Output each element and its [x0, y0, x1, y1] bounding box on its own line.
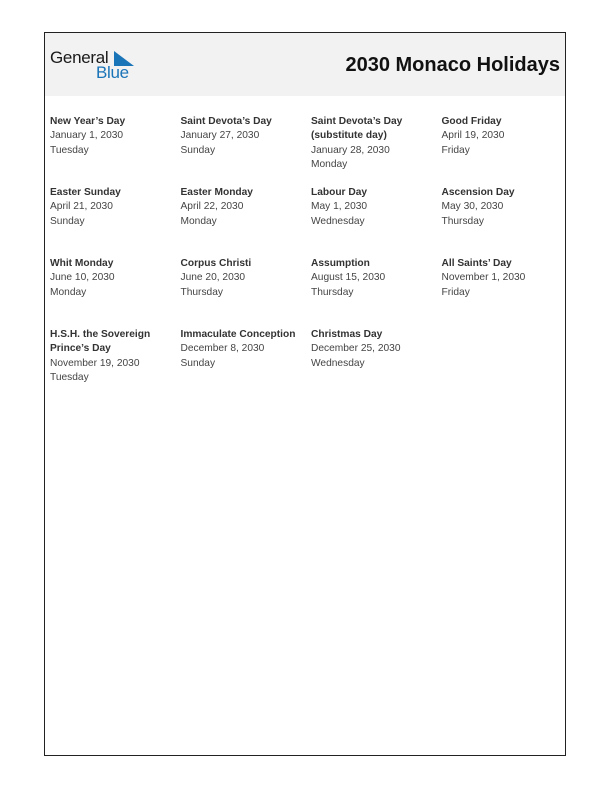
holiday-name: Good Friday — [441, 116, 502, 127]
holiday-grid — [50, 115, 570, 399]
holiday-date: June 20, 2030 — [180, 272, 246, 284]
holiday-entry — [311, 186, 442, 257]
holiday-name: Easter Monday — [180, 187, 253, 198]
holiday-day: Monday — [311, 158, 348, 170]
holiday-day: Sunday — [180, 144, 216, 156]
holiday-date: November 1, 2030 — [441, 272, 526, 284]
holiday-name: Whit Monday — [50, 258, 114, 269]
calendar-page — [44, 32, 566, 756]
holiday-date: January 1, 2030 — [50, 130, 124, 142]
holiday-date: December 25, 2030 — [311, 343, 401, 355]
holiday-day: Thursday — [180, 286, 223, 298]
holiday-name: H.S.H. the Sovereign Prince’s Day — [50, 329, 151, 355]
holiday-day: Tuesday — [50, 144, 89, 156]
holiday-name: Christmas Day — [311, 329, 383, 340]
logo-blue-text: Blue — [96, 63, 129, 82]
holiday-date: June 10, 2030 — [50, 272, 115, 284]
holiday-date: August 15, 2030 — [311, 272, 386, 284]
holiday-entry — [50, 115, 181, 186]
holiday-name: Ascension Day — [441, 187, 515, 198]
holiday-day: Thursday — [311, 286, 354, 298]
holiday-name: New Year’s Day — [50, 116, 126, 127]
holiday-entry — [311, 257, 442, 328]
holiday-entry — [50, 186, 181, 257]
holiday-date: January 27, 2030 — [180, 130, 260, 142]
holiday-day: Monday — [50, 286, 87, 298]
holiday-name: Saint Devota’s Day (substitute day) — [311, 116, 403, 142]
holiday-entry — [442, 186, 570, 257]
holiday-entry — [181, 257, 312, 328]
header-band — [45, 33, 565, 96]
holiday-date: April 22, 2030 — [180, 201, 244, 213]
holiday-name: Corpus Christi — [180, 258, 252, 269]
holiday-name: Assumption — [311, 258, 370, 269]
logo — [50, 48, 140, 82]
holiday-entry — [311, 115, 442, 186]
holiday-entry — [50, 328, 181, 399]
holiday-entry — [442, 257, 570, 328]
holiday-day: Wednesday — [311, 215, 365, 227]
holiday-date: May 30, 2030 — [441, 201, 504, 213]
holiday-day: Sunday — [180, 357, 216, 369]
holiday-name: Easter Sunday — [50, 187, 121, 198]
holiday-entry — [181, 186, 312, 257]
holiday-name: Labour Day — [311, 187, 368, 198]
holiday-day: Friday — [441, 144, 470, 156]
holiday-entry — [181, 115, 312, 186]
holiday-date: April 19, 2030 — [441, 130, 505, 142]
holiday-date: December 8, 2030 — [180, 343, 265, 355]
holiday-entry — [442, 115, 570, 186]
holiday-entry — [50, 257, 181, 328]
logo-general-text: General — [50, 48, 109, 67]
holiday-day: Tuesday — [50, 371, 89, 383]
holiday-date: January 28, 2030 — [311, 144, 390, 156]
holiday-name: Saint Devota’s Day — [180, 116, 272, 127]
holiday-day: Sunday — [50, 215, 85, 227]
holiday-day: Monday — [180, 215, 217, 227]
holiday-date: May 1, 2030 — [311, 201, 368, 213]
holiday-date: April 21, 2030 — [50, 201, 113, 213]
holiday-day: Wednesday — [311, 357, 365, 369]
holiday-name: All Saints’ Day — [441, 258, 512, 269]
holiday-name: Immaculate Conception — [180, 329, 296, 340]
holiday-entry — [311, 328, 442, 399]
holiday-day: Friday — [441, 286, 470, 298]
page-title: 2030 Monaco Holidays — [345, 54, 560, 76]
holiday-day: Thursday — [441, 215, 484, 227]
holiday-date: November 19, 2030 — [50, 357, 140, 369]
holiday-entry — [181, 328, 312, 399]
